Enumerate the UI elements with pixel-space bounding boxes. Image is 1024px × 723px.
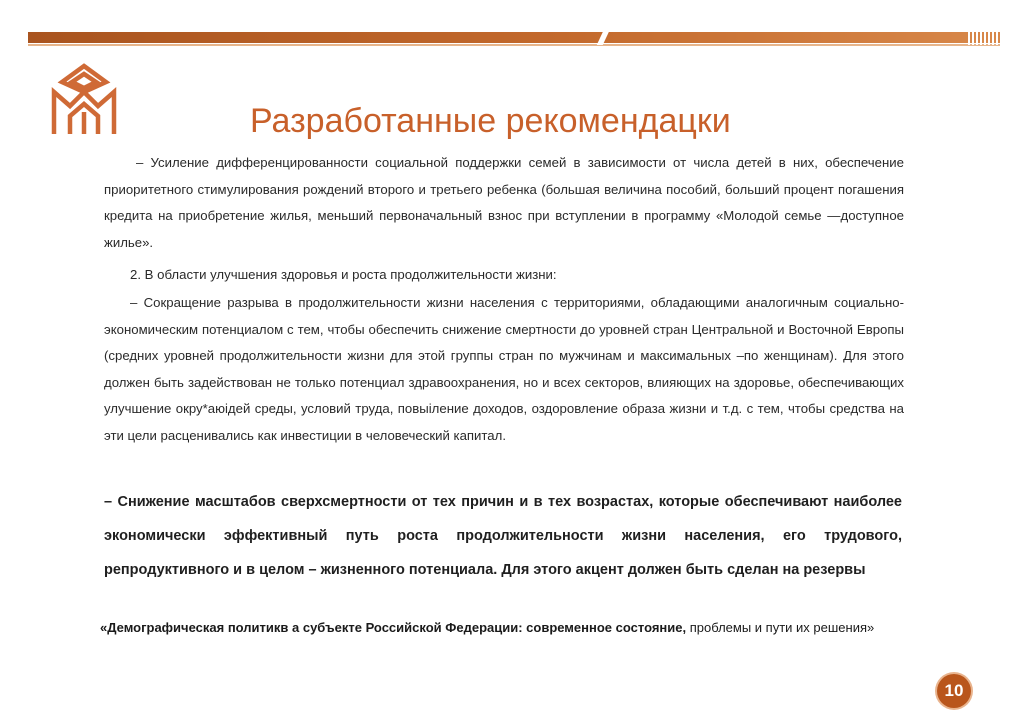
bullet-family-support: – Усиление дифференцированности социальной поддержки семей в зависимости от числа детей в них, обеспечение приоритетного стимулирования рождений второго и третьего ребенка (большая величина пособий, больший процент погашения кредита на приобретение жилья, меньший первоначальный взнос при вступлении в программу «Молодой семье —доступное жилье». bbox=[104, 155, 904, 250]
page-number-badge: 10 bbox=[937, 674, 971, 708]
section-heading-health: 2. В области улучшения здоровья и роста продолжительности жизни: bbox=[130, 267, 557, 282]
top-bar bbox=[28, 32, 1000, 43]
source-title: «Демографическая политикв а субъекте Российской Федерации: современное состояние, bbox=[100, 620, 687, 635]
source-subtitle: проблемы и пути их решения» bbox=[686, 620, 875, 635]
source-citation bbox=[100, 620, 874, 635]
top-bar-underline bbox=[28, 44, 1000, 46]
slide-title: Разработанные рекомендацки bbox=[250, 102, 731, 140]
bullet-mortality-reduction: – Снижение масштабов сверхсмертности от тех причин и в тех возрастах, которые обеспечивают наиболее экономически эффективный путь роста продолжительности жизни населения, его трудового, репродуктивного и в целом – жизненного потенциала. Для этого акцент должен быть сделан на резервы bbox=[104, 494, 902, 578]
top-bar-ticks bbox=[968, 31, 998, 45]
bullet-life-expectancy: – Сокращение разрыва в продолжительности жизни населения с территориями, обладающими аналогичным социально-экономическим потенциалом с тем, чтобы обеспечить снижение смертности до уровней стран Центральной и Восточной Европы (средних уровней продолжительности жизни для этой группы стран по мужчинам и максимальных –по женщинам). Для этого должен быть задействован не только потенциал здравоохранения, но и всех секторов, влияющих на здоровье, обеспечивающих улучшение окру*аюiдей среды, условий труда, повыiление доходов, оздоровление образа жизни и т.д. с тем, чтобы средства на эти цели расценивались как инвестиции в человеческий капитал. bbox=[104, 295, 904, 443]
logo-icon bbox=[48, 62, 120, 136]
